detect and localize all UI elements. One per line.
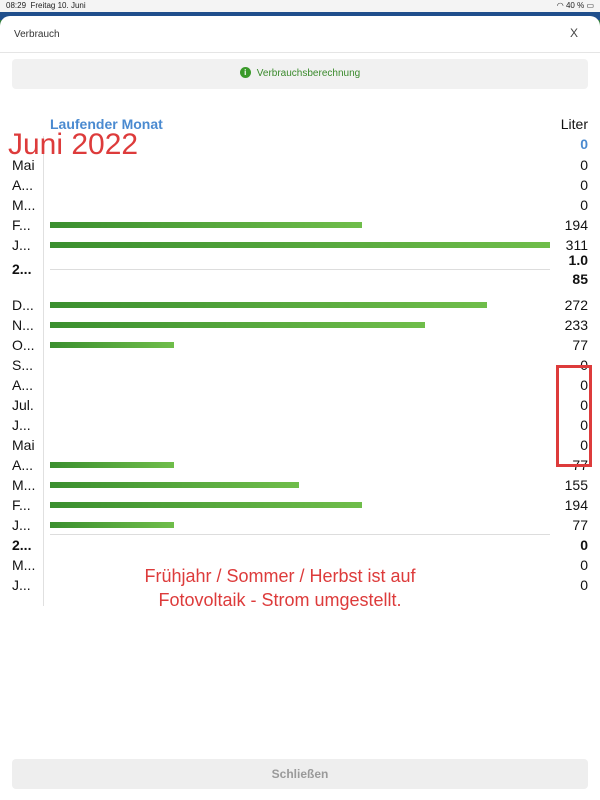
list-item xyxy=(0,435,600,455)
row-value: 77 xyxy=(572,457,588,473)
row-label: 2... xyxy=(12,537,32,553)
wifi-icon: ◠ xyxy=(556,1,564,10)
year-divider xyxy=(50,269,550,270)
row-value: 155 xyxy=(564,477,588,493)
row-label: 2... xyxy=(12,261,32,277)
row-value: 194 xyxy=(564,217,588,233)
consumption-bar xyxy=(50,342,174,348)
row-label: O... xyxy=(12,337,35,353)
list-item xyxy=(0,455,600,475)
row-label: J... xyxy=(12,577,31,593)
row-value: 0 xyxy=(580,357,588,373)
row-value: 0 xyxy=(580,417,588,433)
annotation-note-line1: Frühjahr / Sommer / Herbst ist auf xyxy=(144,566,416,586)
row-label: J... xyxy=(12,237,31,253)
list-item xyxy=(0,235,600,255)
row-value: 0 xyxy=(580,577,588,593)
row-value: 1.0 85 xyxy=(568,252,588,287)
close-icon[interactable]: X xyxy=(569,26,578,40)
year-row xyxy=(0,252,600,287)
row-value: 0 xyxy=(580,557,588,573)
consumption-bar xyxy=(50,482,299,488)
consumption-bar xyxy=(50,242,550,248)
row-label: M... xyxy=(12,197,36,213)
row-label: J... xyxy=(12,517,31,533)
status-time: 08:29 Freitag 10. Juni xyxy=(6,1,86,10)
consumption-bar xyxy=(50,502,362,508)
year-row xyxy=(0,535,600,555)
consumption-bar xyxy=(50,222,362,228)
list-item xyxy=(0,195,600,215)
info-icon: i xyxy=(240,67,251,78)
row-label: F... xyxy=(12,217,31,233)
list-item xyxy=(0,495,600,515)
list-item xyxy=(0,335,600,355)
row-label: N... xyxy=(12,317,34,333)
current-month-header: Laufender Monat xyxy=(50,116,163,132)
consumption-bar xyxy=(50,302,487,308)
list-item xyxy=(0,395,600,415)
list-item xyxy=(0,355,600,375)
modal-header xyxy=(0,16,600,53)
list-item xyxy=(0,215,600,235)
consumption-bar xyxy=(50,322,425,328)
row-value: 0 xyxy=(580,377,588,393)
status-battery: ◠ 40 % ▭ xyxy=(556,1,594,10)
list-item xyxy=(0,175,600,195)
row-value: 77 xyxy=(572,517,588,533)
current-value: 0 xyxy=(580,136,588,152)
row-label: Mai xyxy=(12,437,35,453)
row-label: A... xyxy=(12,377,34,393)
row-value: 311 xyxy=(565,237,588,253)
list-item xyxy=(0,315,600,335)
year-divider xyxy=(50,534,550,535)
consumption-bar xyxy=(50,522,174,528)
annotation-title: Juni 2022 xyxy=(8,128,139,161)
annotation-note-line2: Fotovoltaik - Strom umgestellt. xyxy=(158,590,402,610)
row-label: M... xyxy=(12,557,36,573)
consumption-calculation-button[interactable] xyxy=(12,59,588,89)
row-label: A... xyxy=(12,177,34,193)
row-value: 0 xyxy=(580,397,588,413)
row-value: 0 xyxy=(580,537,588,553)
list-item xyxy=(0,295,600,315)
row-value: 0 xyxy=(580,157,588,173)
modal-title: Verbrauch xyxy=(14,29,60,40)
row-label: F... xyxy=(12,497,31,513)
list-item xyxy=(0,515,600,535)
row-label: S... xyxy=(12,357,34,373)
row-label: D... xyxy=(12,297,34,313)
row-value: 194 xyxy=(564,497,588,513)
consumption-modal xyxy=(0,16,600,800)
list-item xyxy=(0,415,600,435)
row-label: Mai xyxy=(12,157,35,173)
consumption-bar xyxy=(50,462,174,468)
row-label: A... xyxy=(12,457,34,473)
row-value: 0 xyxy=(580,437,588,453)
annotation-highlight-box xyxy=(556,365,592,467)
row-value: 233 xyxy=(564,317,588,333)
close-button[interactable]: Schließen xyxy=(12,759,588,789)
row-label: J... xyxy=(12,417,31,433)
row-value: 272 xyxy=(564,297,588,313)
row-value: 0 xyxy=(580,177,588,193)
row-label: Jul. xyxy=(12,397,34,413)
row-label: M... xyxy=(12,477,36,493)
row-value: 77 xyxy=(572,337,588,353)
row-value: 0 xyxy=(580,197,588,213)
list-item xyxy=(0,375,600,395)
list-item xyxy=(0,475,600,495)
liter-column-header: Liter xyxy=(560,116,588,132)
status-bar xyxy=(0,0,600,12)
calc-button-label: Verbrauchsberechnung xyxy=(256,68,361,79)
annotation-note xyxy=(120,564,440,612)
